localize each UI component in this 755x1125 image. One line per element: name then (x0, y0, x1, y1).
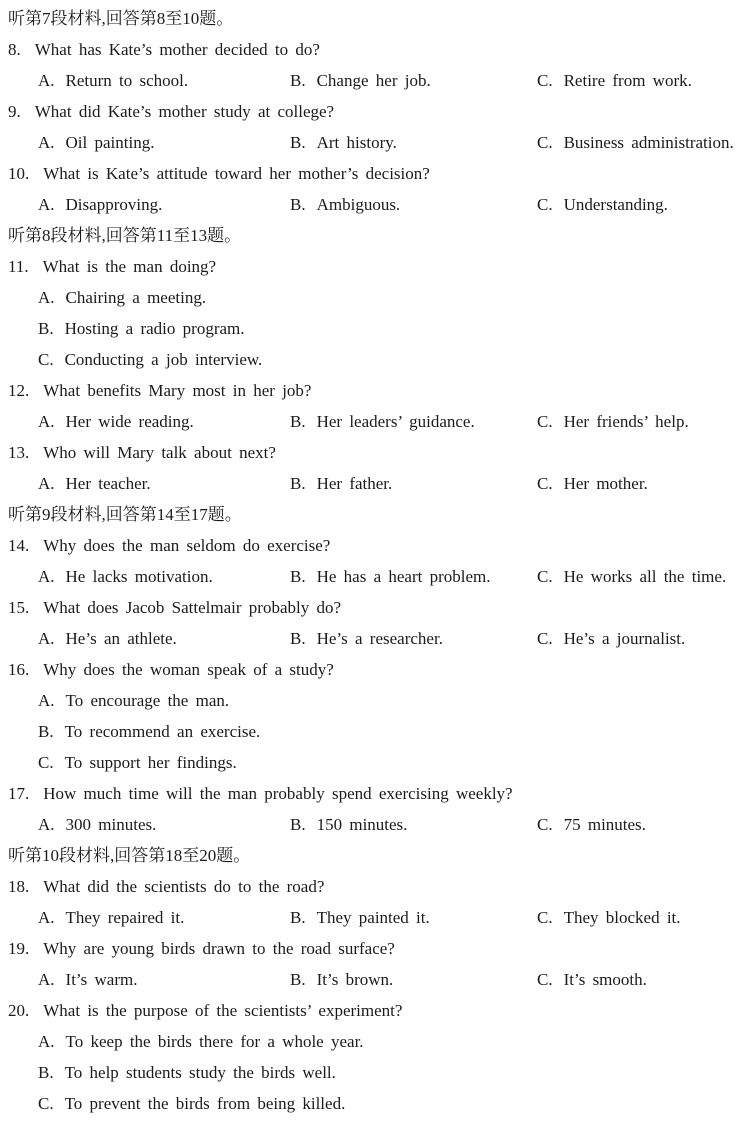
option-text: Her leaders’ guidance. (316, 412, 475, 431)
question-number: 8. (8, 40, 21, 59)
options-group (8, 127, 747, 158)
question-number: 13. (8, 443, 30, 462)
option-b (290, 127, 537, 158)
question-text: Why are young birds drawn to the road surface? (43, 939, 395, 958)
question-text: Who will Mary talk about next? (43, 443, 276, 462)
option-c (537, 127, 747, 158)
option-text: They blocked it. (563, 908, 681, 927)
option-label: B. (290, 567, 306, 586)
option-a (38, 127, 290, 158)
option-label: B. (38, 319, 54, 338)
question-14 (8, 530, 747, 592)
option-label: C. (537, 195, 553, 214)
option-a (38, 282, 747, 313)
option-a (38, 65, 290, 96)
option-label: C. (537, 908, 553, 927)
option-text: Her teacher. (65, 474, 151, 493)
option-label: C. (537, 71, 553, 90)
option-a (38, 964, 290, 995)
option-label: A. (38, 908, 55, 927)
option-label: B. (290, 970, 306, 989)
option-label: C. (537, 629, 553, 648)
option-text: He’s an athlete. (65, 629, 177, 648)
option-a (38, 189, 290, 220)
option-label: B. (290, 133, 306, 152)
option-label: C. (38, 753, 54, 772)
question-line (8, 995, 747, 1026)
option-a (38, 902, 290, 933)
question-text: How much time will the man probably spend exercising weekly? (43, 784, 513, 803)
option-b (290, 809, 537, 840)
option-label: A. (38, 970, 55, 989)
option-label: B. (290, 629, 306, 648)
option-label: B. (290, 908, 306, 927)
question-19 (8, 933, 747, 995)
option-label: A. (38, 815, 55, 834)
option-label: A. (38, 288, 55, 307)
options-group (8, 685, 747, 778)
option-text: 300 minutes. (65, 815, 157, 834)
option-text: Her father. (316, 474, 393, 493)
options-group (8, 282, 747, 375)
option-c (537, 406, 747, 437)
option-text: 75 minutes. (563, 815, 646, 834)
section-header: 听第7段材料,回答第8至10题。 (8, 9, 234, 28)
question-line (8, 96, 747, 127)
option-b (290, 902, 537, 933)
option-text: 150 minutes. (316, 815, 408, 834)
option-label: C. (537, 474, 553, 493)
option-label: A. (38, 195, 55, 214)
options-group (8, 65, 747, 96)
question-text: Why does the man seldom do exercise? (43, 536, 331, 555)
option-label: B. (290, 474, 306, 493)
option-text: Her mother. (563, 474, 648, 493)
option-label: C. (537, 567, 553, 586)
option-text: Ambiguous. (316, 195, 401, 214)
option-text: It’s warm. (65, 970, 138, 989)
option-text: He’s a researcher. (316, 629, 443, 648)
option-b (290, 65, 537, 96)
options-group (8, 964, 747, 995)
question-text: Why does the woman speak of a study? (43, 660, 334, 679)
option-text: Hosting a radio program. (64, 319, 245, 338)
question-line (8, 158, 747, 189)
option-c (537, 964, 747, 995)
option-text: Oil painting. (65, 133, 155, 152)
question-number: 11. (8, 257, 29, 276)
option-text: Business administration. (563, 133, 734, 152)
options-group (8, 623, 747, 654)
option-text: To prevent the birds from being killed. (64, 1094, 346, 1113)
question-9 (8, 96, 747, 158)
option-text: He has a heart problem. (316, 567, 491, 586)
question-11 (8, 251, 747, 375)
question-18 (8, 871, 747, 933)
option-a (38, 685, 747, 716)
question-line (8, 933, 747, 964)
option-label: A. (38, 691, 55, 710)
option-text: Her friends’ help. (563, 412, 689, 431)
question-line (8, 871, 747, 902)
question-number: 10. (8, 164, 30, 183)
question-text: What did Kate’s mother study at college? (34, 102, 335, 121)
option-a (38, 468, 290, 499)
question-text: What does Jacob Sattelmair probably do? (43, 598, 342, 617)
option-text: Her wide reading. (65, 412, 194, 431)
option-b (290, 623, 537, 654)
question-13 (8, 437, 747, 499)
question-text: What has Kate’s mother decided to do? (34, 40, 320, 59)
question-number: 9. (8, 102, 21, 121)
option-text: It’s smooth. (563, 970, 647, 989)
option-text: Conducting a job interview. (64, 350, 263, 369)
option-b (38, 716, 747, 747)
option-text: He lacks motivation. (65, 567, 213, 586)
option-label: B. (290, 815, 306, 834)
options-group (8, 809, 747, 840)
option-label: B. (38, 722, 54, 741)
question-text: What benefits Mary most in her job? (43, 381, 312, 400)
option-text: Art history. (316, 133, 397, 152)
option-text: To help students study the birds well. (64, 1063, 336, 1082)
option-b (290, 189, 537, 220)
option-text: Disapproving. (65, 195, 163, 214)
option-label: C. (537, 133, 553, 152)
options-group (8, 902, 747, 933)
option-c (537, 65, 747, 96)
option-label: B. (290, 412, 306, 431)
option-b (38, 1057, 747, 1088)
option-a (38, 1026, 747, 1057)
question-20 (8, 995, 747, 1119)
option-label: C. (537, 970, 553, 989)
option-c (537, 902, 747, 933)
option-text: To recommend an exercise. (64, 722, 261, 741)
option-text: It’s brown. (316, 970, 394, 989)
option-label: B. (290, 195, 306, 214)
options-group (8, 189, 747, 220)
question-number: 19. (8, 939, 30, 958)
question-section (8, 220, 747, 499)
question-section (8, 840, 747, 1119)
question-text: What is the purpose of the scientists’ experiment? (43, 1001, 403, 1020)
question-text: What is the man doing? (42, 257, 217, 276)
question-12 (8, 375, 747, 437)
option-text: To keep the birds there for a whole year. (65, 1032, 364, 1051)
question-text: What is Kate’s attitude toward her mother’s decision? (43, 164, 430, 183)
option-c (537, 189, 747, 220)
question-number: 18. (8, 877, 30, 896)
options-group (8, 1026, 747, 1119)
option-text: He’s a journalist. (563, 629, 686, 648)
option-text: Chairing a meeting. (65, 288, 207, 307)
option-label: A. (38, 567, 55, 586)
option-c (537, 623, 747, 654)
option-text: To support her findings. (64, 753, 237, 772)
option-label: A. (38, 133, 55, 152)
options-group (8, 406, 747, 437)
question-line (8, 375, 747, 406)
section-header: 听第9段材料,回答第14至17题。 (8, 505, 242, 524)
question-10 (8, 158, 747, 220)
option-c (38, 1088, 747, 1119)
question-line (8, 34, 747, 65)
option-c (537, 468, 747, 499)
option-label: A. (38, 412, 55, 431)
options-group (8, 468, 747, 499)
option-label: A. (38, 71, 55, 90)
option-label: C. (537, 815, 553, 834)
option-text: Return to school. (65, 71, 189, 90)
options-group (8, 561, 747, 592)
option-text: Understanding. (563, 195, 668, 214)
question-line (8, 437, 747, 468)
option-text: Change her job. (316, 71, 431, 90)
option-a (38, 561, 290, 592)
option-b (290, 468, 537, 499)
option-label: A. (38, 1032, 55, 1051)
option-c (537, 561, 747, 592)
option-c (537, 809, 747, 840)
question-15 (8, 592, 747, 654)
question-section (8, 499, 747, 840)
section-header: 听第8段材料,回答第11至13题。 (8, 226, 242, 245)
option-a (38, 623, 290, 654)
option-label: C. (537, 412, 553, 431)
option-label: C. (38, 1094, 54, 1113)
question-line (8, 251, 747, 282)
option-text: They painted it. (316, 908, 430, 927)
option-text: He works all the time. (563, 567, 727, 586)
option-b (38, 313, 747, 344)
option-label: A. (38, 474, 55, 493)
option-b (290, 406, 537, 437)
question-number: 14. (8, 536, 30, 555)
question-line (8, 654, 747, 685)
question-number: 15. (8, 598, 30, 617)
question-17 (8, 778, 747, 840)
option-text: They repaired it. (65, 908, 185, 927)
question-number: 20. (8, 1001, 30, 1020)
question-line (8, 778, 747, 809)
option-a (38, 406, 290, 437)
option-label: B. (290, 71, 306, 90)
option-label: A. (38, 629, 55, 648)
question-text: What did the scientists do to the road? (43, 877, 325, 896)
question-16 (8, 654, 747, 778)
question-line (8, 530, 747, 561)
question-section (8, 3, 747, 220)
question-number: 12. (8, 381, 30, 400)
question-number: 17. (8, 784, 30, 803)
option-b (290, 561, 537, 592)
question-line (8, 592, 747, 623)
option-label: B. (38, 1063, 54, 1082)
question-number: 16. (8, 660, 30, 679)
question-8 (8, 34, 747, 96)
option-text: To encourage the man. (65, 691, 230, 710)
option-c (38, 747, 747, 778)
option-a (38, 809, 290, 840)
option-text: Retire from work. (563, 71, 692, 90)
section-header: 听第10段材料,回答第18至20题。 (8, 846, 251, 865)
option-b (290, 964, 537, 995)
option-label: C. (38, 350, 54, 369)
option-c (38, 344, 747, 375)
